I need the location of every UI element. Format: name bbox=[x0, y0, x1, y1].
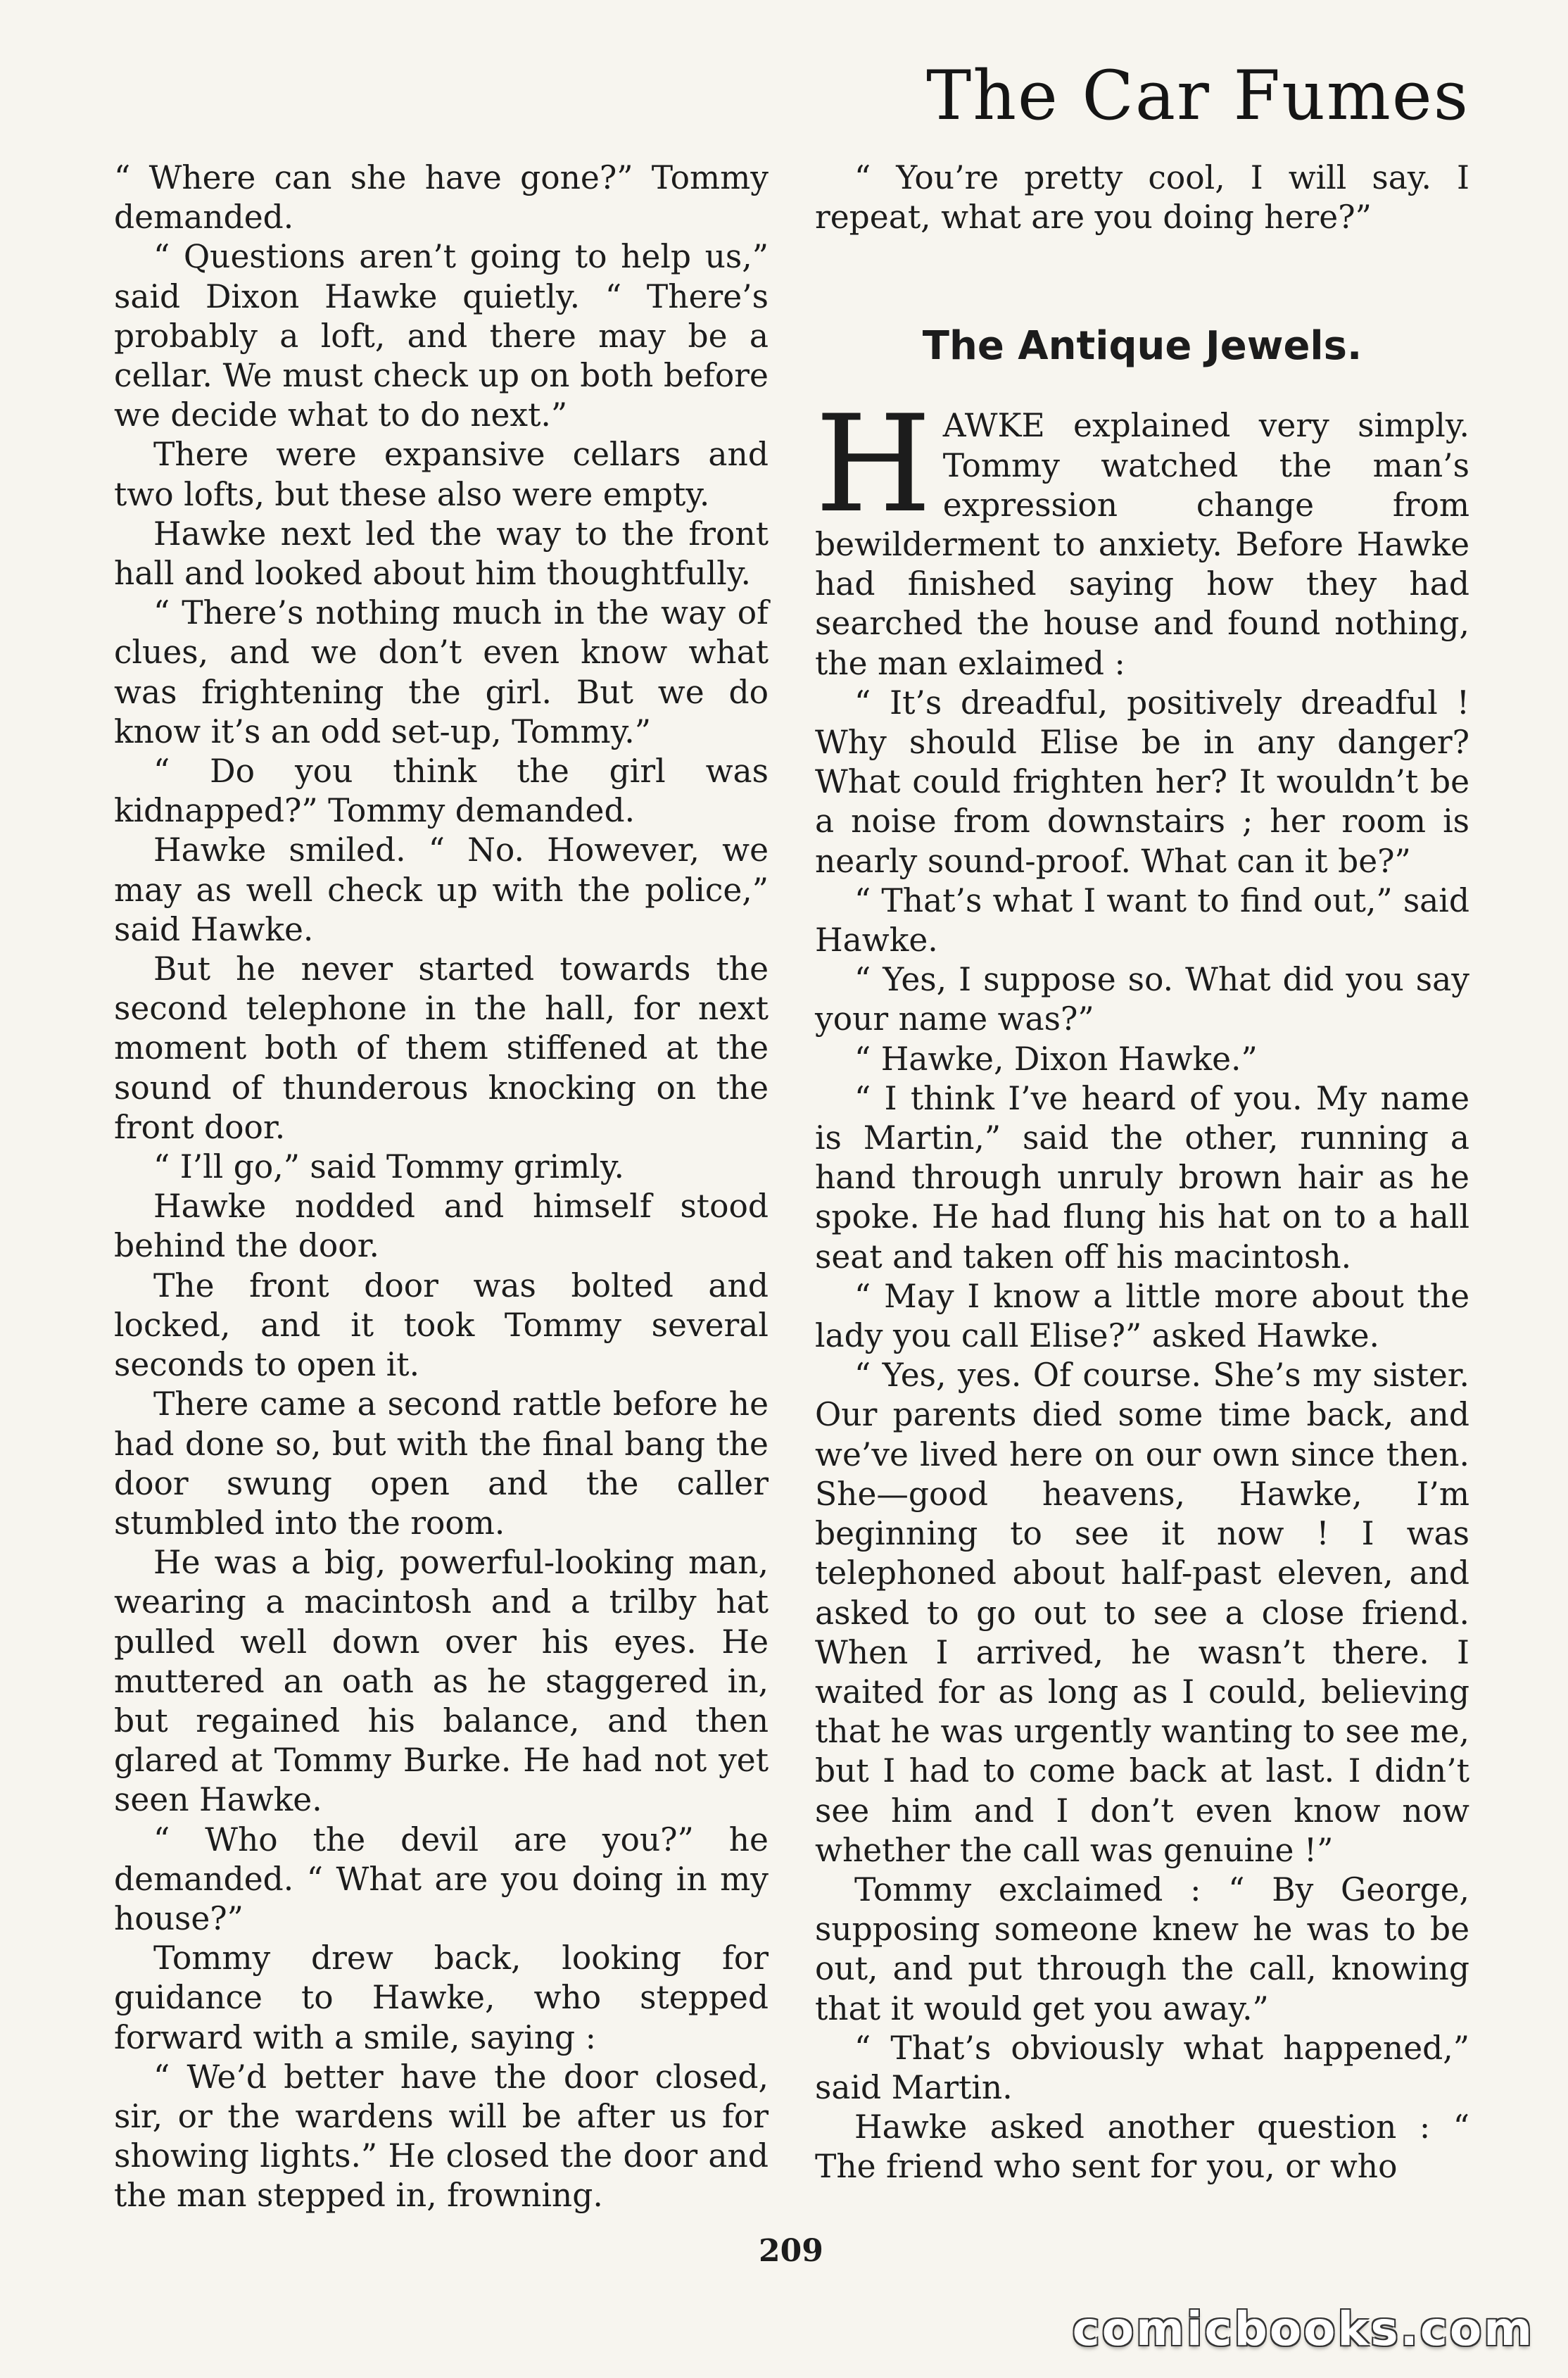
paragraph: “ I think I’ve heard of you. My name is Martin,” said the other, running a hand through unruly brown hair as he spoke. He had flung his hat on to a hall seat and taken off his macintosh. bbox=[815, 1079, 1469, 1276]
paragraph: “ Where can she have gone?” Tommy demanded. bbox=[114, 159, 769, 237]
section-heading: The Antique Jewels. bbox=[922, 323, 1362, 370]
dropcap-paragraph bbox=[815, 386, 1469, 683]
paragraph: Hawke nodded and himself stood behind the door. bbox=[114, 1188, 769, 1265]
paragraph: There came a second rattle before he had done so, but with the final bang the door swung open and the caller stumbled into the room. bbox=[114, 1385, 769, 1542]
paragraph: There were expansive cellars and two lofts, but these also were empty. bbox=[114, 436, 769, 513]
paragraph: Hawke asked another question : “ The friend who sent for you, or who bbox=[815, 2108, 1469, 2186]
right-column bbox=[815, 158, 1469, 2187]
paragraph: Hawke next led the way to the front hall and looked about him thoughtfully. bbox=[114, 515, 769, 593]
running-title: The Car Fumes bbox=[926, 56, 1469, 135]
paragraph: The front door was bolted and locked, and it took Tommy several seconds to open it. bbox=[114, 1266, 769, 1384]
paragraph: Tommy exclaimed : “ By George, supposing someone knew he was to be out, and put through the call, knowing that it would get you away.” bbox=[815, 1870, 1469, 2027]
paragraph: Hawke smiled. “ No. However, we may as well check up with the police,” said Hawke. bbox=[114, 831, 769, 948]
left-column bbox=[114, 158, 769, 2216]
paragraph: “ Yes, yes. Of course. She’s my sister. Our parents died some time back, and we’ve lived here on our own since then. She—good heavens, Hawke, I’m beginning to see it now ! I was telephoned about half-past eleven, and asked to go out to see a close friend. When I arrived, he wasn’t there. I waited for as long as I could, believing that he was urgently wanting to see me, but I had to come back at last. I didn’t see him and I don’t even know now whether the call was genuine !” bbox=[815, 1357, 1469, 1869]
paragraph: Tommy drew back, looking for guidance to Hawke, who stepped forward with a smile, saying : bbox=[114, 1939, 769, 2056]
paragraph: “ We’d better have the door closed, sir, or the wardens will be after us for showing lights.” He closed the door and the man stepped in, frowning. bbox=[114, 2058, 769, 2215]
paragraph: “ There’s nothing much in the way of clues, and we don’t even know what was frightening the girl. But we do know it’s an odd set-up, Tommy.” bbox=[114, 594, 769, 750]
paragraph: “ That’s what I want to find out,” said Hawke. bbox=[815, 881, 1469, 960]
paragraph: “ That’s obviously what happened,” said Martin. bbox=[815, 2029, 1469, 2106]
paragraph: But he never started towards the second telephone in the hall, for next moment both of them stiffened at the sound of thunderous knocking on the front door. bbox=[114, 950, 769, 1146]
drop-cap: H bbox=[815, 386, 932, 543]
paragraph: “ Who the devil are you?” he demanded. “ What are you doing in my house?” bbox=[114, 1820, 769, 1937]
paragraph: “ It’s dreadful, positively dreadful ! Why should Elise be in any danger? What could frighten her? It wouldn’t be a noise from downstairs ; her room is nearly sound-proof. What can it be?” bbox=[815, 684, 1469, 880]
paragraph: “ You’re pretty cool, I will say. I repeat, what are you doing here?” bbox=[815, 159, 1469, 237]
paragraph: “ Hawke, Dixon Hawke.” bbox=[854, 1040, 1258, 1078]
paragraph: “ I’ll go,” said Tommy grimly. bbox=[153, 1148, 624, 1186]
dropcap-paragraph-text: AWKE explained very simply. Tommy watched the man’s expression change from bewilderment to anxiety. Before Hawke had finished saying how they had searched the house and found nothing, the man exlaimed : bbox=[815, 407, 1469, 682]
paragraph: “ Yes, I suppose so. What did you say your name was?” bbox=[815, 961, 1469, 1038]
watermark: comicbooks.com bbox=[1072, 2302, 1534, 2356]
paragraph: “ May I know a little more about the lady you call Elise?” asked Hawke. bbox=[815, 1277, 1469, 1355]
page-number: 209 bbox=[759, 2233, 823, 2269]
paragraph: “ Questions aren’t going to help us,” said Dixon Hawke quietly. “ There’s probably a loft, and there may be a cellar. We must check up on both before we decide what to do next.” bbox=[114, 238, 769, 434]
paragraph: “ Do you think the girl was kidnapped?” Tommy demanded. bbox=[114, 753, 769, 830]
paragraph: He was a big, powerful-looking man, wearing a macintosh and a trilby hat pulled well down over his eyes. He muttered an oath as he staggered in, but regained his balance, and then glared at Tommy Burke. He had not yet seen Hawke. bbox=[114, 1544, 769, 1819]
